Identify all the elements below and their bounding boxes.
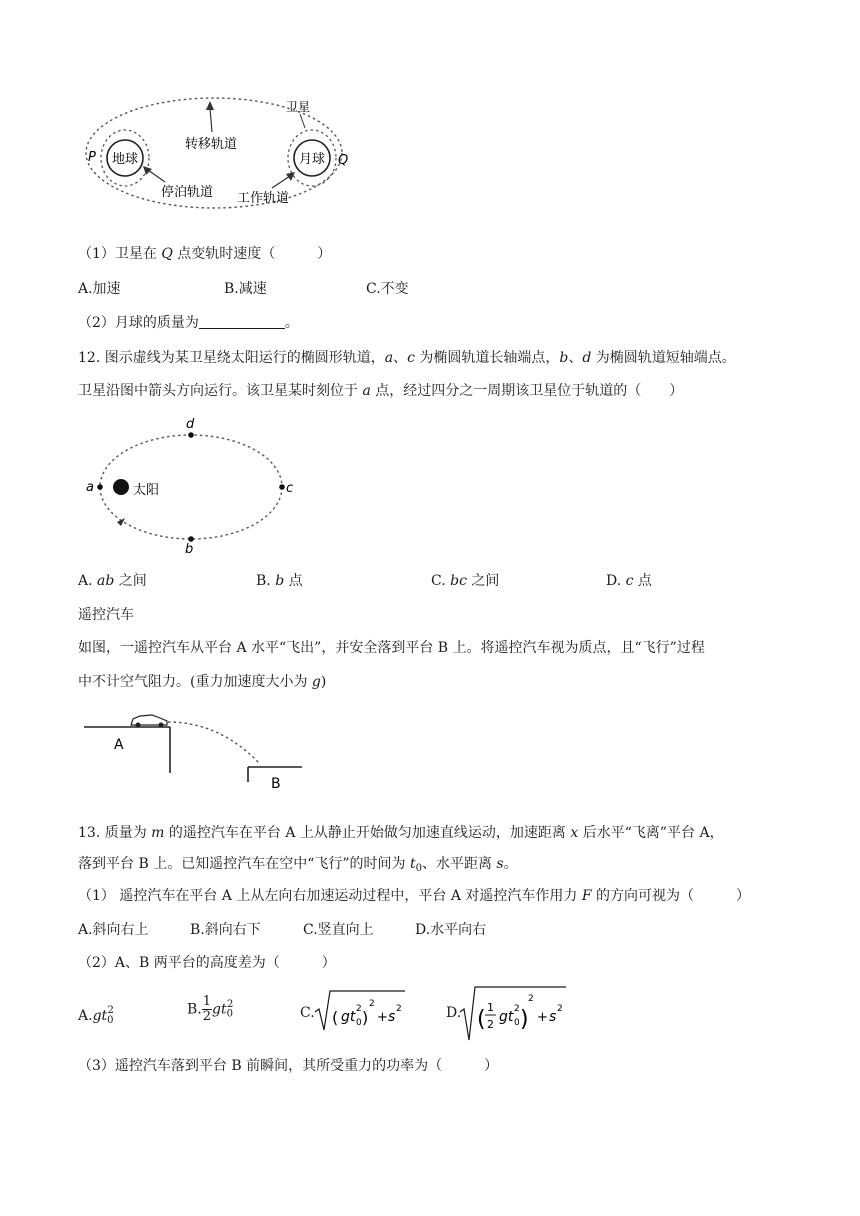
q13-sub1: （1） 遥控汽车在平台 A 上从左向右加速运动过程中，平台 A 对遥控汽车作用力 F 的方向可视为（ ） bbox=[78, 888, 750, 904]
q13-line1: 13. 质量为 m 的遥控汽车在平台 A 上从静止开始做匀加速直线运动，加速距离 x 后水平“飞离”平台 A， bbox=[78, 825, 724, 841]
platform-b-label: B bbox=[271, 776, 281, 792]
svg-text:s: s bbox=[549, 1009, 557, 1025]
car-intro-line1: 如图，一遥控汽车从平台 A 水平“飞出”，并安全落到平台 B 上。将遥控汽车视为质点，且“飞行”过程 bbox=[78, 640, 705, 656]
svg-text:gt: gt bbox=[499, 1009, 514, 1025]
svg-text:s: s bbox=[388, 1009, 396, 1025]
platform-a-label: A bbox=[114, 737, 124, 753]
q11-option-a[interactable]: A.加速 bbox=[78, 281, 121, 297]
q12-line1: 12. 图示虚线为某卫星绕太阳运行的椭圆形轨道，a、c 为椭圆轨道长轴端点，b、d 为椭圆轨道短轴端点。 bbox=[78, 350, 736, 366]
svg-text:0: 0 bbox=[356, 1018, 362, 1028]
point-a: a bbox=[86, 480, 94, 495]
earth-label: 地球 bbox=[111, 152, 139, 167]
svg-text:(: ( bbox=[477, 1007, 486, 1032]
q11-option-b[interactable]: B.减速 bbox=[224, 281, 267, 297]
satellite-label: 卫星 bbox=[286, 100, 311, 114]
q13-sub3: （3）遥控汽车落到平台 B 前瞬间，其所受重力的功率为（ ） bbox=[78, 1058, 499, 1074]
moon-label: 月球 bbox=[298, 152, 326, 167]
q13-sub2-option-c[interactable]: C. bbox=[300, 1005, 315, 1021]
car-heading: 遥控汽车 bbox=[78, 607, 134, 623]
point-p: P bbox=[88, 150, 96, 165]
q12-option-b[interactable]: B. b 点 bbox=[256, 573, 303, 589]
svg-text:2: 2 bbox=[514, 1004, 520, 1014]
svg-text:2: 2 bbox=[356, 1004, 362, 1014]
point-d: d bbox=[186, 417, 195, 432]
q13-sub1-option-b[interactable]: B.斜向右下 bbox=[190, 922, 261, 938]
svg-text:): ) bbox=[362, 1008, 369, 1027]
parking-label: 停泊轨道 bbox=[161, 185, 214, 200]
q12-option-c[interactable]: C. bc 之间 bbox=[431, 573, 500, 589]
svg-text:(: ( bbox=[332, 1008, 339, 1027]
svg-text:2: 2 bbox=[396, 1004, 402, 1014]
q13-sub2-option-d[interactable]: D. bbox=[446, 1005, 462, 1021]
svg-text:): ) bbox=[520, 1007, 529, 1032]
svg-text:2: 2 bbox=[369, 999, 375, 1009]
svg-text:2: 2 bbox=[487, 1018, 494, 1031]
q13-sub1-option-c[interactable]: C.竖直向上 bbox=[303, 922, 374, 938]
svg-text:2: 2 bbox=[557, 1004, 563, 1014]
q13-sub1-option-d[interactable]: D.水平向右 bbox=[415, 922, 487, 938]
q13-sub2-option-a[interactable]: $A.gt_0^2$ bbox=[78, 1005, 114, 1026]
q13-sub1-option-a[interactable]: A.斜向右上 bbox=[78, 922, 149, 938]
point-c: c bbox=[286, 481, 294, 496]
q12-option-a[interactable]: A. ab 之间 bbox=[78, 573, 147, 589]
q13-sub2-option-b[interactable]: B. $\frac{1}{2}$ $gt_0^2$ bbox=[187, 994, 234, 1024]
point-b: b bbox=[185, 542, 194, 557]
q13-line2: 落到平台 B 上。已知遥控汽车在空中“飞行”的时间为 $t_0$、水平距离 s。 bbox=[78, 856, 518, 874]
svg-text:+: + bbox=[537, 1010, 548, 1025]
svg-text:1: 1 bbox=[487, 1001, 494, 1014]
svg-text:+: + bbox=[377, 1010, 388, 1025]
q11-sub2: （2）月球的质量为 。 bbox=[78, 315, 299, 331]
q12-line2: 卫星沿图中箭头方向运行。该卫星某时刻位于 a 点，经过四分之一周期该卫星位于轨道的（ ） bbox=[78, 383, 684, 399]
q11-sub1: （1）卫星在 Q 点变轨时速度（ ） bbox=[78, 246, 332, 262]
svg-text:gt: gt bbox=[341, 1009, 356, 1025]
transfer-label: 转移轨道 bbox=[185, 137, 238, 152]
working-label: 工作轨道 bbox=[237, 191, 290, 206]
q12-option-d[interactable]: D. c 点 bbox=[606, 573, 652, 589]
sun-label: 太阳 bbox=[133, 483, 160, 498]
svg-text:2: 2 bbox=[528, 994, 534, 1004]
point-q: Q bbox=[338, 153, 349, 168]
q11-option-c[interactable]: C.不变 bbox=[366, 281, 409, 297]
svg-text:0: 0 bbox=[514, 1018, 520, 1028]
q13-sub2: （2）A、B 两平台的高度差为（ ） bbox=[78, 955, 336, 971]
car-intro-line2: 中不计空气阻力。(重力加速度大小为 g) bbox=[78, 674, 327, 690]
